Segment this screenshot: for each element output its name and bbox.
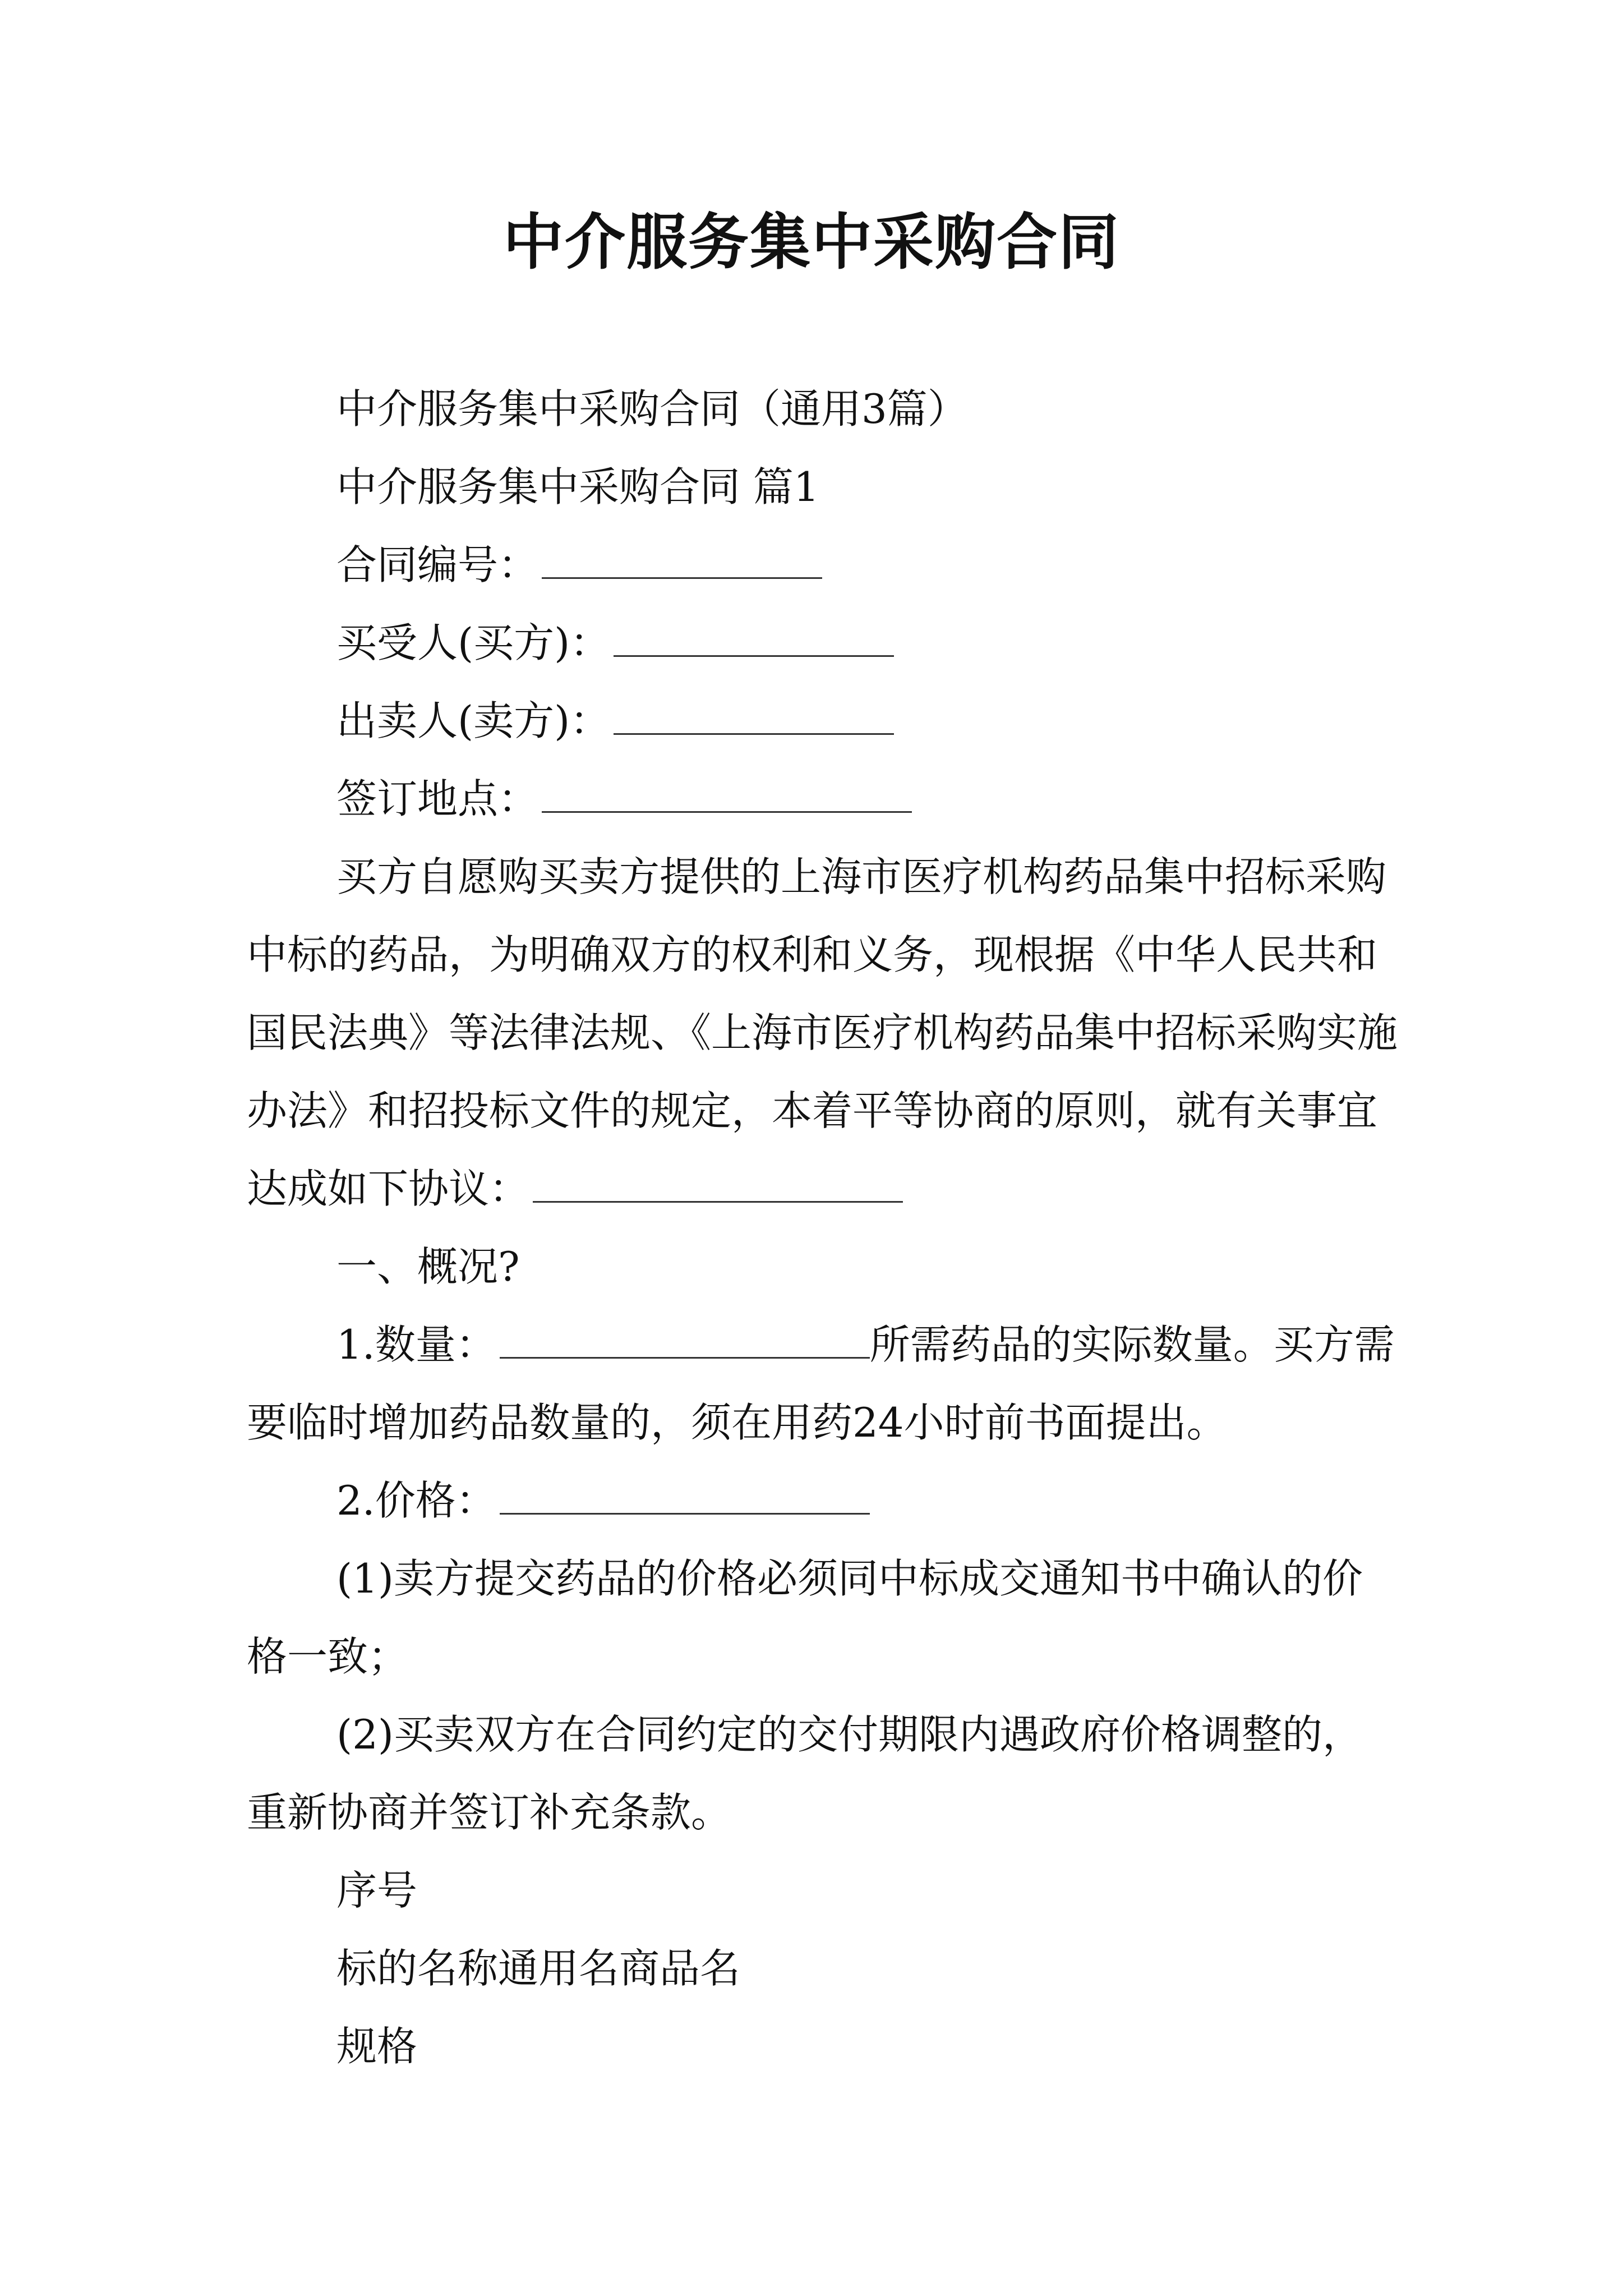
price-blank bbox=[500, 1473, 870, 1515]
quantity-text: 所需药品的实际数量。买方需要临时增加药品数量的，须在用药24小时前书面提出。 bbox=[247, 1321, 1395, 1446]
quantity-label: 1.数量： bbox=[336, 1321, 496, 1368]
quantity-blank bbox=[500, 1317, 870, 1359]
seller-label: 出卖人(卖方)： bbox=[336, 697, 611, 744]
price-clause-1-text: (1)卖方提交药品的价格必须同中标成交通知书中确认的价格一致； bbox=[247, 1555, 1363, 1680]
contract-number-line bbox=[247, 526, 1402, 604]
quantity-paragraph bbox=[247, 1306, 1402, 1462]
subtitle-general-text: 中介服务集中采购合同（通用3篇） bbox=[336, 385, 968, 432]
buyer-line bbox=[247, 604, 1402, 682]
section-heading-part1 bbox=[247, 448, 1402, 526]
preamble-paragraph bbox=[247, 838, 1402, 1228]
price-label: 2.价格： bbox=[336, 1477, 496, 1524]
table-header-serial-text: 序号 bbox=[336, 1867, 418, 1914]
price-clause-2-text: (2)买卖双方在合同约定的交付期限内遇政府价格调整的，重新协商并签订补充条款。 bbox=[247, 1711, 1363, 1836]
price-clause-2 bbox=[247, 1696, 1402, 1852]
overview-heading-text: 一、概况? bbox=[336, 1243, 520, 1290]
preamble-text: 买方自愿购买卖方提供的上海市医疗机构药品集中招标采购中标的药品，为明确双方的权利和义务，现根据《中华人民共和国民法典》等法律法规、《上海市医疗机构药品集中招标采购实施办法》和招投标文件的规定，本着平等协商的原则，就有关事宜达成如下协议： bbox=[247, 853, 1398, 1212]
document-body bbox=[247, 370, 1402, 2086]
price-clause-1 bbox=[247, 1540, 1402, 1696]
table-header-name bbox=[247, 1930, 1402, 2008]
signing-place-line bbox=[247, 760, 1402, 838]
signing-place-blank bbox=[542, 771, 912, 813]
signing-place-label: 签订地点： bbox=[336, 775, 539, 822]
overview-heading bbox=[247, 1228, 1402, 1306]
table-header-spec bbox=[247, 2008, 1402, 2086]
contract-number-blank bbox=[542, 537, 822, 579]
seller-blank bbox=[614, 693, 894, 735]
section-heading-part1-text: 中介服务集中采购合同 篇1 bbox=[336, 463, 819, 510]
table-header-serial bbox=[247, 1852, 1402, 1930]
table-header-spec-text: 规格 bbox=[336, 2023, 418, 2070]
seller-line bbox=[247, 682, 1402, 760]
table-header-name-text: 标的名称通用名商品名 bbox=[336, 1945, 741, 1992]
price-line bbox=[247, 1462, 1402, 1540]
document-title: 中介服务集中采购合同 bbox=[502, 208, 1120, 278]
subtitle-general bbox=[247, 370, 1402, 448]
preamble-blank bbox=[533, 1161, 903, 1203]
buyer-label: 买受人(买方)： bbox=[336, 619, 611, 666]
buyer-blank bbox=[614, 615, 894, 657]
contract-number-label: 合同编号： bbox=[336, 541, 539, 588]
